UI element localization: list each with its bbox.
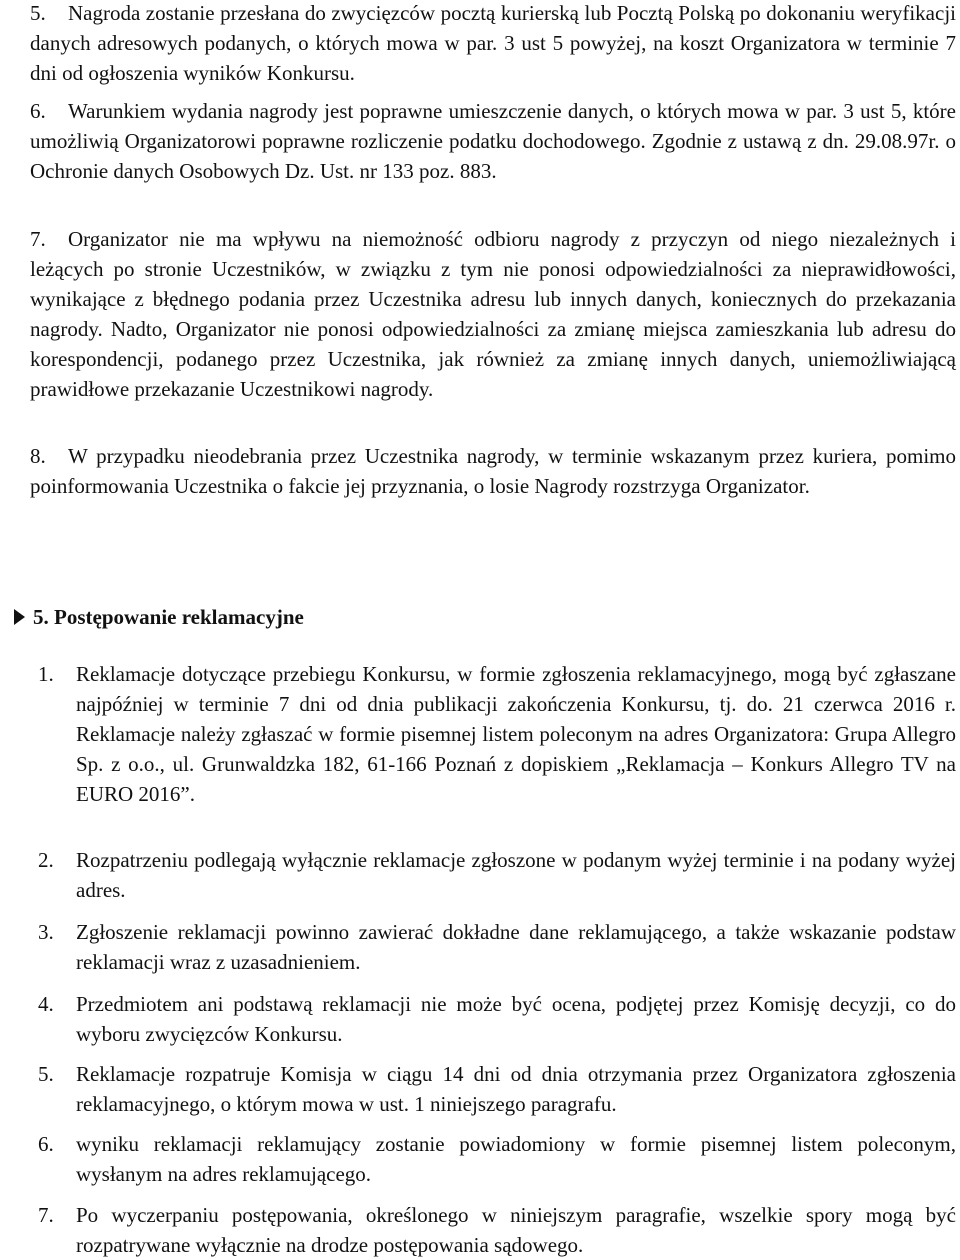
prize-item-5 bbox=[30, 0, 956, 88]
complaint-item-1 bbox=[38, 659, 956, 809]
complaint-item-5 bbox=[38, 1059, 956, 1119]
complaint-item-6 bbox=[38, 1129, 956, 1189]
item-number: 2. bbox=[38, 848, 54, 872]
complaint-item-4 bbox=[38, 989, 956, 1049]
item-text: Przedmiotem ani podstawą reklamacji nie może być ocena, podjętej przez Komisję decyzji, co do wyboru zwycięzców Konkursu. bbox=[76, 992, 956, 1046]
item-text: Zgłoszenie reklamacji powinno zawierać dokładne dane reklamującego, a także wskazanie podstaw reklamacji wraz z uzasadnieniem. bbox=[76, 920, 956, 974]
item-text: Reklamacje dotyczące przebiegu Konkursu, w formie zgłoszenia reklamacyjnego, mogą być zgłaszane najpóźniej w terminie 7 dni od dnia publikacji zakończenia Konkursu, tj. do. 21 czerwca 2016 r. Reklamacje należy zgłaszać w formie pisemnej listem poleconym na adres Organizatora: Grupa Allegro Sp. z o.o., ul. Grunwaldzka 182, 61-166 Poznań z dopiskiem „Reklamacja – Konkurs Allegro TV na EURO 2016”. bbox=[76, 662, 956, 806]
prize-item-6 bbox=[30, 96, 956, 186]
item-number: 8. bbox=[30, 444, 46, 468]
item-number: 7. bbox=[30, 227, 46, 251]
item-text: W przypadku nieodebrania przez Uczestnika nagrody, w terminie wskazanym przez kuriera, pomimo poinformowania Uczestnika o fakcie jej przyznania, o losie Nagrody rozstrzyga Organizator. bbox=[30, 444, 956, 498]
item-text: Reklamacje rozpatruje Komisja w ciągu 14 dni od dnia otrzymania przez Organizatora zgłoszenia reklamacyjnego, o którym mowa w ust. 1 niniejszego paragrafu. bbox=[76, 1062, 956, 1116]
arrow-bullet-icon bbox=[14, 609, 25, 625]
item-text: Warunkiem wydania nagrody jest poprawne umieszczenie danych, o których mowa w par. 3 ust 5, które umożliwią Organizatorowi poprawne rozliczenie podatku dochodowego. Zgodnie z ustawą z dn. 29.08.97r. o Ochronie danych Osobowych Dz. Ust. nr 133 poz. 883. bbox=[30, 99, 956, 183]
complaint-item-7 bbox=[38, 1200, 956, 1260]
item-number: 5. bbox=[38, 1062, 54, 1086]
item-number: 3. bbox=[38, 920, 54, 944]
complaint-item-2 bbox=[38, 845, 956, 905]
item-text: Organizator nie ma wpływu na niemożność odbioru nagrody z przyczyn od niego niezależnych i leżących po stronie Uczestników, w związku z tym nie ponosi odpowiedzialności za nieprawidłowości, wynikające z błędnego podania przez Uczestnika adresu lub innych danych, koniecznych do przekazania nagrody. Nadto, Organizator nie ponosi odpowiedzialności za zmianę miejsca zamieszkania lub adresu do korespondencji, podanego przez Uczestnika, jak również za zmianę innych danych, uniemożliwiającą prawidłowe przekazanie Uczestnikowi nagrody. bbox=[30, 227, 956, 401]
item-text: Po wyczerpaniu postępowania, określonego w niniejszym paragrafie, wszelkie spory mogą być rozpatrywane wyłącznie na drodze postępowania sądowego. bbox=[76, 1203, 956, 1257]
section-heading bbox=[14, 602, 304, 632]
prize-item-8 bbox=[30, 441, 956, 501]
item-number: 5. bbox=[30, 1, 46, 25]
item-text: Rozpatrzeniu podlegają wyłącznie reklamacje zgłoszone w podanym wyżej terminie i na podany wyżej adres. bbox=[76, 848, 956, 902]
item-text: wyniku reklamacji reklamujący zostanie powiadomiony w formie pisemnej listem poleconym, wysłanym na adres reklamującego. bbox=[76, 1132, 956, 1186]
section-title: 5. Postępowanie reklamacyjne bbox=[33, 605, 304, 629]
item-number: 1. bbox=[38, 662, 54, 686]
item-number: 7. bbox=[38, 1203, 54, 1227]
item-number: 6. bbox=[30, 99, 46, 123]
item-text: Nagroda zostanie przesłana do zwycięzców pocztą kurierską lub Pocztą Polską po dokonaniu weryfikacji danych adresowych podanych, o których mowa w par. 3 ust 5 powyżej, na koszt Organizatora w terminie 7 dni od ogłoszenia wyników Konkursu. bbox=[30, 1, 956, 85]
item-number: 6. bbox=[38, 1132, 54, 1156]
complaint-item-3 bbox=[38, 917, 956, 977]
item-number: 4. bbox=[38, 992, 54, 1016]
prize-item-7 bbox=[30, 224, 956, 404]
